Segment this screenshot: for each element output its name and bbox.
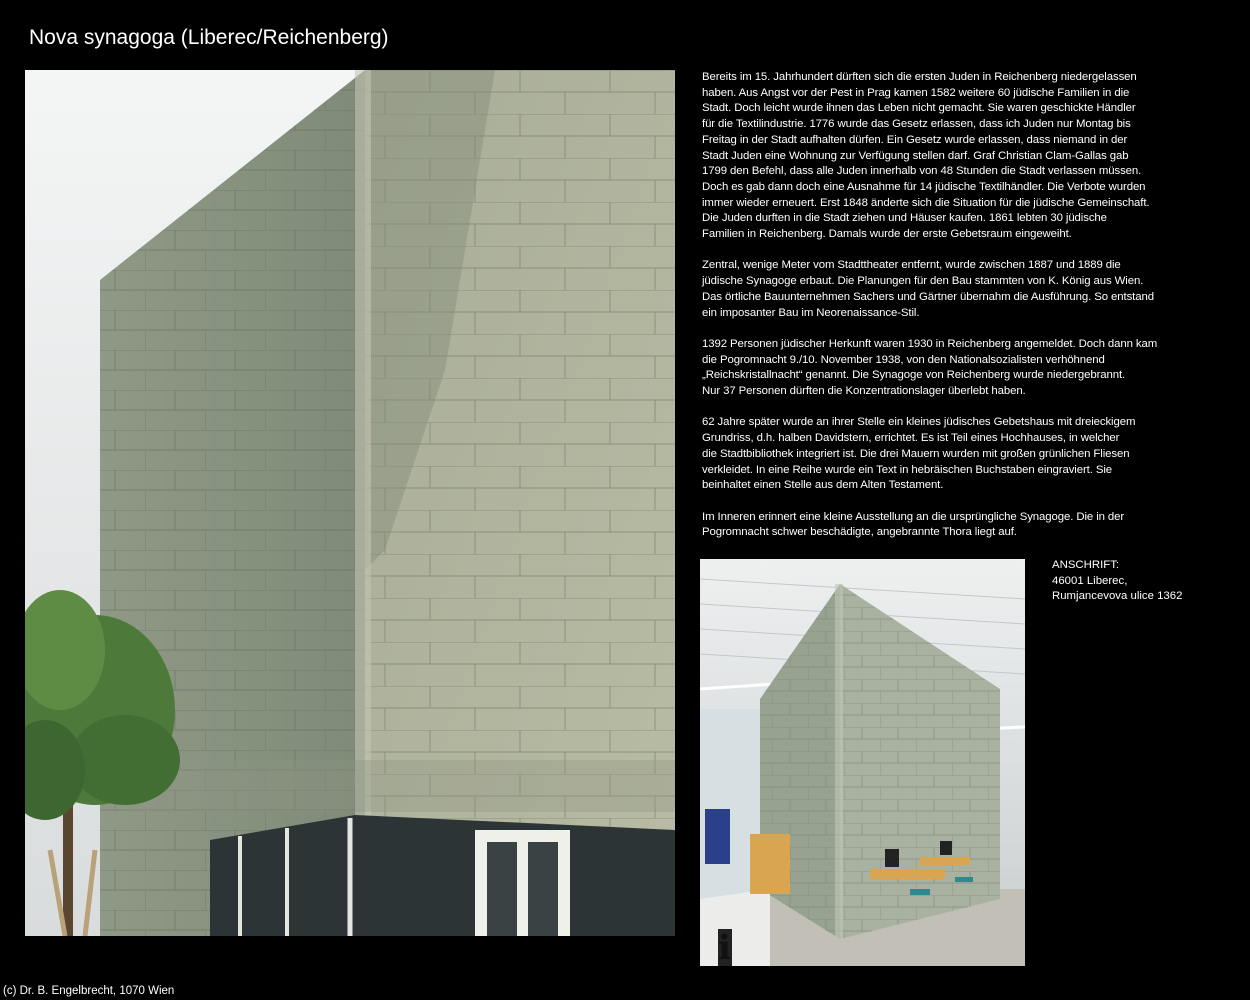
article-paragraph: 1392 Personen jüdischer Herkunft waren 1930 in Reichenberg angemeldet. Doch dann kam die Pogromnacht 9./10. November 1938, von den Nationalsozialisten verhöhnend „Reichskristallnacht“ genannt. Die Synagoge von Reichenberg wurde niedergebrannt. Nur 37 Personen dürften die Konzentrationslager überlebt haben. xyxy=(702,337,1158,398)
page-title: Nova synagoga (Liberec/Reichenberg) xyxy=(29,26,389,49)
article-text xyxy=(702,70,1232,557)
article-paragraph: 62 Jahre später wurde an ihrer Stelle ein kleines jüdisches Gebetshaus mit dreieckigem Grundriss, d.h. halben Davidstern, errichtet. Es ist Teil eines Hochhauses, in welcher die Stadtbibliothek integriert ist. Die drei Mauern wurden mit großen grünlichen Fliesen verkleidet. In eine Reihe wurde ein Text in hebräischen Buchstaben eingraviert. Sie beinhaltet einen Stelle aus dem Alten Testament. xyxy=(702,416,1136,492)
synagogue-exterior-photo xyxy=(25,70,675,936)
article-paragraph: Zentral, wenige Meter vom Stadttheater entfernt, wurde zwischen 1887 und 1889 die jüdische Synagoge erbaut. Die Planungen für den Bau stammten von K. König aus Wien. Das örtliche Bauunternehmen Sachers und Gärtner übernahm die Ausführung. So entstand ein imposanter Bau im Neorenaissance-Stil. xyxy=(702,259,1154,319)
info-sign-letter: i xyxy=(718,928,731,966)
article-paragraph: Bereits im 15. Jahrhundert dürften sich die ersten Juden in Reichenberg niedergelassen haben. Aus Angst vor der Pest in Prag kamen 1582 weitere 60 jüdische Familien in die Stadt. Doch leicht wurde ihnen das Leben nicht gemacht. Sie waren geschickte Händler für die Textilindustrie. 1776 wurde das Gesetz erlassen, dass ich Juden nur Montag bis Freitag in der Stadt aufhalten dürfen. Ein Gesetz wurde erlassen, dass niemand in der Stadt Juden eine Wohnung zur Verfügung stellen darf. Graf Christian Clam-Gallas gab 1799 den Befehl, dass alle Juden innerhalb von 48 Stunden die Stadt verlassen müssen. Doch es gab dann doch eine Ausnahme für 14 jüdische Textilhändler. Die Verbote wurden immer wieder erneuert. Erst 1848 änderte sich die Situation für die jüdische Gemeinschaft. Die Juden durften in die Stadt ziehen und Häuser kaufen. 1861 lebten 30 jüdische Familien in Reichenberg. Damals wurde der erste Gebetsraum eingeweiht. xyxy=(702,71,1150,241)
address-line-1: 46001 Liberec, xyxy=(1052,574,1128,587)
article-paragraph: Im Inneren erinnert eine kleine Ausstellung an die ursprüngliche Synagoge. Die in der Pogromnacht schwer beschädigte, angebrannte Thora liegt auf. xyxy=(702,510,1125,539)
copyright-footer: (c) Dr. B. Engelbrecht, 1070 Wien xyxy=(3,985,175,997)
address-line-2: Rumjancevova ulice 1362 xyxy=(1052,590,1183,603)
address-block xyxy=(1052,558,1242,605)
library-interior-photo xyxy=(700,559,1025,966)
address-label: ANSCHRIFT: xyxy=(1052,559,1120,571)
